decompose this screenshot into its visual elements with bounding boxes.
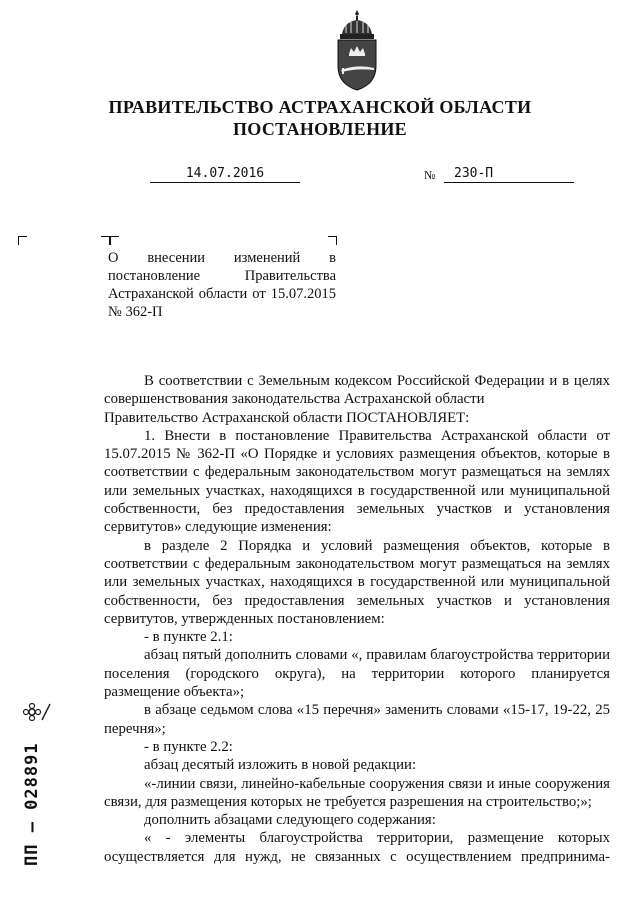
document-type: ПОСТАНОВЛЕНИЕ bbox=[233, 119, 407, 139]
document-body bbox=[104, 372, 610, 866]
paragraph: «-линии связи, линейно-кабельные сооружения связи и иные сооружения связи, для размещения которых не требуется разрешения на строительство;»; bbox=[104, 775, 610, 810]
paragraph: - в пункте 2.2: bbox=[144, 738, 233, 755]
paragraph: - в пункте 2.1: bbox=[144, 629, 233, 646]
paragraph: в абзаце седьмом слова «15 перечня» заменить словами «15-17, 19-22, 25 перечня»; bbox=[104, 702, 610, 737]
paragraph: В соответствии с Земельным кодексом Российской Федерации и в целях совершенствования законодательства Астраханской области bbox=[104, 373, 610, 408]
paragraph: « - элементы благоустройства территории, размещение которых осуществляется для нужд, не связанных с осуществлением предпринима- bbox=[104, 830, 610, 865]
serial-stamp: ПП – 028891 bbox=[22, 742, 42, 866]
paragraph: Правительство Астраханской области ПОСТАНОВЛЯЕТ: bbox=[104, 409, 470, 426]
paragraph: в разделе 2 Порядка и условий размещения объектов, которые в соответствии с федеральным законодательством могут размещаться на землях или земельных участках, находящихся в государственной или муниципальной собственности, без предоставления земельных участков и установления сервитутов, утвержденных постановлением: bbox=[104, 537, 610, 627]
paragraph: абзац десятый изложить в новой редакции: bbox=[144, 757, 417, 774]
government-title: ПРАВИТЕЛЬСТВО АСТРАХАНСКОЙ ОБЛАСТИ bbox=[108, 97, 532, 117]
corner-mark bbox=[110, 236, 119, 245]
corner-mark bbox=[101, 236, 110, 245]
number-sign: № bbox=[424, 168, 436, 182]
paragraph: абзац пятый дополнить словами «, правилам благоустройства территории поселения (городского округа), на территории которого планируется размещение объекта»; bbox=[104, 647, 610, 701]
paragraph: 1. Внести в постановление Правительства Астраханской области от 15.07.2015 № 362-П «О Порядке и условиях размещения объектов, которые в соответствии с федеральным законодательством могут размещаться на землях или земельных участках, находящихся в государственной или муниципальной собственности, без предоставления земельных участков и установления сервитутов» следующие изменения: bbox=[104, 427, 610, 536]
corner-mark bbox=[328, 236, 337, 245]
coat-of-arms-icon bbox=[330, 8, 384, 94]
document-subject: О внесении изменений в постановление Правительства Астраханской области от 15.07.2015 № 362-П bbox=[108, 250, 336, 320]
corner-mark bbox=[18, 236, 27, 245]
document-number: 230-П bbox=[444, 166, 574, 183]
paragraph: дополнить абзацами следующего содержания: bbox=[144, 812, 436, 829]
document-date: 14.07.2016 bbox=[150, 166, 300, 183]
